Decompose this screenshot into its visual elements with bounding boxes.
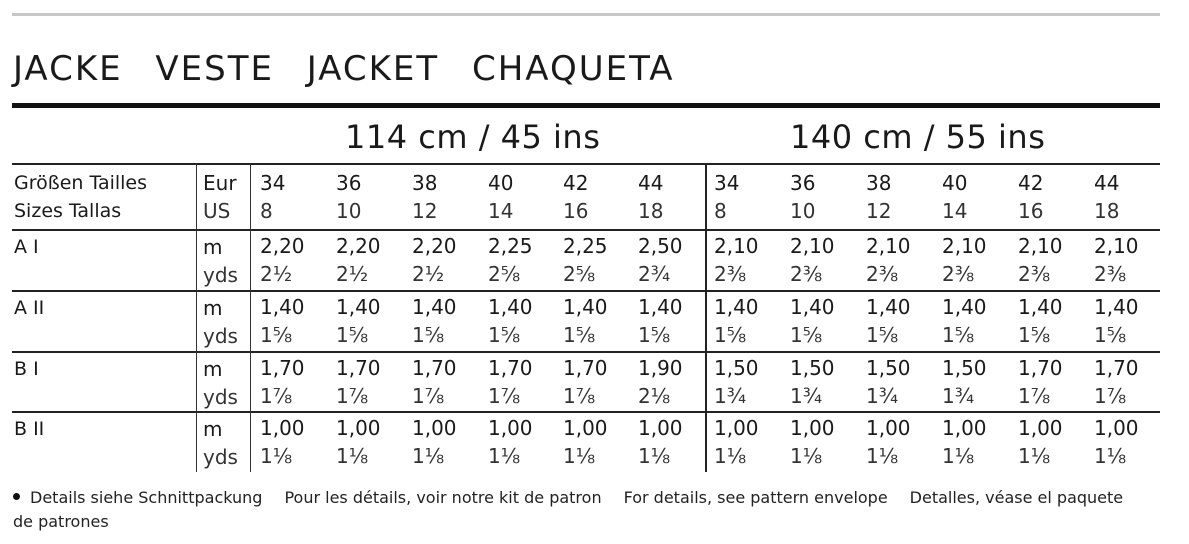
yards-value: 1⅞ [412,384,445,408]
eur-label: Eur [203,171,237,195]
fabric-width-140: 140 cm / 55 ins [790,118,1046,156]
yards-value: 2⅝ [488,262,521,286]
yards-value: 1⅛ [942,444,975,468]
yards-value: 1⅞ [336,384,369,408]
yards-value: 1⅛ [1094,444,1127,468]
meters-value: 1,00 [412,416,457,440]
meters-value: 1,90 [638,356,683,380]
yards-value: 1¾ [942,384,975,408]
meters-value: 2,10 [942,234,987,258]
meters-value: 1,40 [638,295,683,319]
yards-value: 1¾ [866,384,899,408]
yards-value: 1⅝ [790,323,823,347]
yards-value: 1⅞ [1094,384,1127,408]
yards-value: 1⅞ [488,384,521,408]
yards-value: 1⅛ [488,444,521,468]
top-divider [12,13,1160,16]
eur-size: 40 [488,171,514,195]
meters-value: 2,20 [260,234,305,258]
yards-value: 1⅛ [563,444,596,468]
us-size: 18 [638,199,664,223]
eur-size: 36 [790,171,816,195]
us-size: 10 [790,199,816,223]
meters-value: 1,40 [563,295,608,319]
us-size: 16 [1018,199,1044,223]
view-label: B I [14,358,39,380]
meters-value: 1,00 [260,416,305,440]
footnote [13,486,1133,534]
eur-size: 38 [866,171,892,195]
yards-value: 1⅛ [790,444,823,468]
meters-value: 1,00 [866,416,911,440]
yards-value: 2⅜ [866,262,899,286]
yards-value: 1⅞ [260,384,293,408]
yards-value: 1⅛ [260,444,293,468]
footnote-fr: Pour les détails, voir notre kit de patron [284,488,602,507]
meters-value: 2,50 [638,234,683,258]
yards-value: 1⅛ [638,444,671,468]
meters-value: 1,40 [714,295,759,319]
meters-value: 2,10 [1018,234,1063,258]
eur-size: 36 [336,171,362,195]
meters-value: 2,25 [563,234,608,258]
yards-value: 1⅝ [1018,323,1051,347]
yards-value: 1⅝ [866,323,899,347]
yards-value: 1⅝ [638,323,671,347]
meters-value: 1,50 [714,356,759,380]
yards-value: 1⅞ [563,384,596,408]
meters-value: 1,00 [563,416,608,440]
meters-value: 2,10 [714,234,759,258]
meters-value: 1,50 [790,356,835,380]
meters-value: 1,70 [488,356,533,380]
yards-value: 1⅛ [1018,444,1051,468]
yards-value: 1⅞ [1018,384,1051,408]
page-title: JACKE VESTE JACKET CHAQUETA [13,49,675,89]
meters-value: 1,00 [638,416,683,440]
yards-value: 1⅛ [412,444,445,468]
yards-value: 1¾ [790,384,823,408]
eur-size: 34 [714,171,740,195]
yards-value: 1⅛ [866,444,899,468]
yards-value: 1⅝ [412,323,445,347]
unit-yds: yds [203,324,238,348]
view-label: A I [14,236,39,258]
yards-value: 2⅜ [1094,262,1127,286]
eur-size: 44 [1094,171,1120,195]
us-size: 8 [260,199,273,223]
meters-value: 2,25 [488,234,533,258]
yards-value: 1⅝ [336,323,369,347]
footnote-en: For details, see pattern envelope [623,488,888,507]
yards-value: 1⅝ [942,323,975,347]
us-size: 14 [942,199,968,223]
eur-size: 42 [563,171,589,195]
eur-size: 42 [1018,171,1044,195]
size-label: Größen Tailles [14,172,148,194]
meters-value: 2,10 [1094,234,1139,258]
meters-value: 1,00 [942,416,987,440]
fabric-width-114: 114 cm / 45 ins [345,118,601,156]
yards-value: 2⅜ [942,262,975,286]
meters-value: 1,70 [260,356,305,380]
yards-value: 2½ [412,262,445,286]
meters-value: 1,00 [336,416,381,440]
yards-value: 1⅝ [714,323,747,347]
row-divider [12,351,1160,353]
size-label: Sizes Tallas [14,200,122,222]
meters-value: 1,00 [714,416,759,440]
yards-value: 2⅛ [638,384,671,408]
yards-value: 1⅝ [563,323,596,347]
title-underline [12,103,1160,108]
yards-value: 1⅛ [336,444,369,468]
yards-value: 1⅝ [260,323,293,347]
eur-size: 38 [412,171,438,195]
unit-m: m [203,296,223,320]
us-label: US [203,199,231,223]
footnote-es: Detalles, véase el paquete de patrones [13,488,1124,531]
yards-value: 1¾ [714,384,747,408]
row-divider [12,411,1160,413]
meters-value: 1,00 [1094,416,1139,440]
eur-size: 34 [260,171,286,195]
meters-value: 1,40 [412,295,457,319]
eur-size: 40 [942,171,968,195]
meters-value: 1,40 [866,295,911,319]
yards-value: 1⅝ [1094,323,1127,347]
us-size: 12 [866,199,892,223]
yards-value: 2½ [260,262,293,286]
meters-value: 1,50 [866,356,911,380]
unit-m: m [203,235,223,259]
meters-value: 1,70 [563,356,608,380]
row-divider [12,290,1160,292]
meters-value: 1,00 [488,416,533,440]
us-size: 12 [412,199,438,223]
yards-value: 2⅜ [714,262,747,286]
row-divider [12,229,1160,231]
yards-value: 2¾ [638,262,671,286]
footnote-de: Details siehe Schnittpackung [30,488,263,507]
unit-m: m [203,357,223,381]
eur-size: 44 [638,171,664,195]
meters-value: 1,70 [1094,356,1139,380]
meters-value: 1,40 [336,295,381,319]
view-label: B II [14,418,45,440]
meters-value: 1,40 [790,295,835,319]
yards-value: 2½ [336,262,369,286]
us-size: 16 [563,199,589,223]
meters-value: 1,40 [1018,295,1063,319]
unit-m: m [203,417,223,441]
yards-value: 2⅝ [563,262,596,286]
meters-value: 2,10 [866,234,911,258]
us-size: 14 [488,199,514,223]
meters-value: 1,70 [1018,356,1063,380]
meters-value: 1,70 [336,356,381,380]
meters-value: 2,10 [790,234,835,258]
us-size: 10 [336,199,362,223]
view-label: A II [14,297,45,319]
meters-value: 1,40 [260,295,305,319]
row-divider [12,163,1160,165]
yards-value: 2⅜ [790,262,823,286]
yards-value: 2⅜ [1018,262,1051,286]
meters-value: 1,40 [488,295,533,319]
meters-value: 2,20 [412,234,457,258]
unit-yds: yds [203,385,238,409]
us-size: 8 [714,199,727,223]
meters-value: 1,40 [942,295,987,319]
meters-value: 1,50 [942,356,987,380]
unit-yds: yds [203,445,238,469]
meters-value: 2,20 [336,234,381,258]
us-size: 18 [1094,199,1120,223]
yards-value: 1⅝ [488,323,521,347]
bullet-icon [13,493,20,500]
width-group-divider [705,163,707,472]
unit-column-divider [250,163,251,472]
meters-value: 1,00 [790,416,835,440]
meters-value: 1,00 [1018,416,1063,440]
label-column-divider [196,163,197,472]
unit-yds: yds [203,263,238,287]
meters-value: 1,70 [412,356,457,380]
yards-value: 1⅛ [714,444,747,468]
meters-value: 1,40 [1094,295,1139,319]
